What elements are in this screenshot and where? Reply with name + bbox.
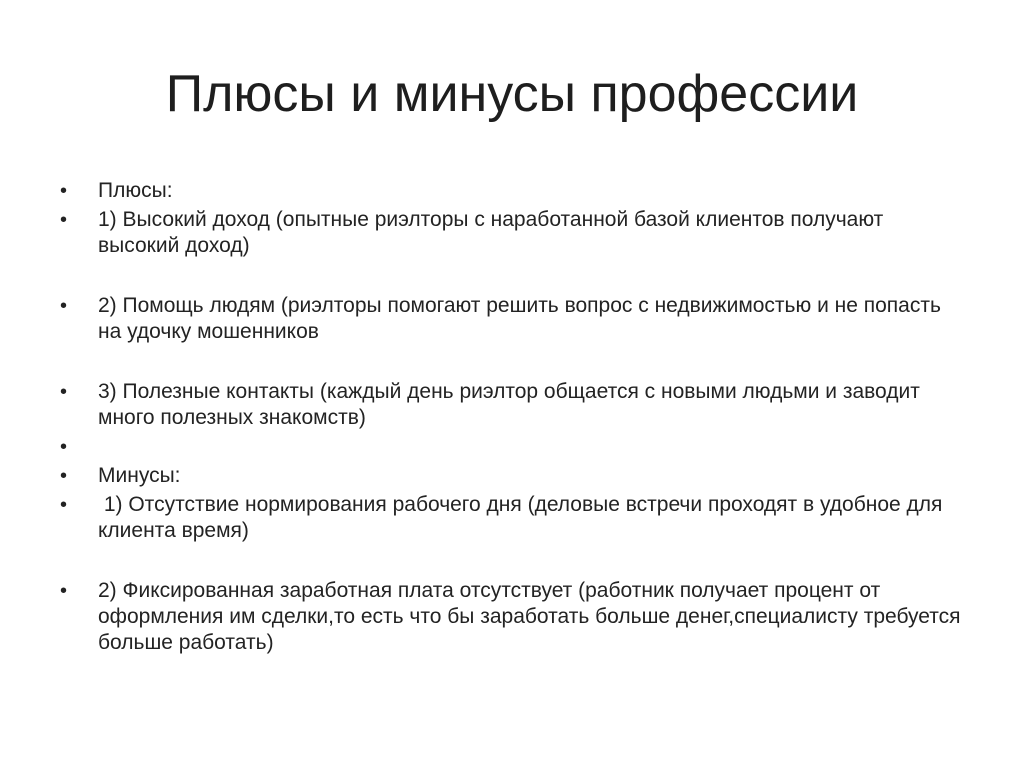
slide-title: Плюсы и минусы профессии — [165, 65, 859, 123]
bullet-icon: • — [60, 436, 68, 458]
list-item — [60, 463, 965, 489]
bullet-icon: • — [60, 494, 68, 516]
bullet-icon: • — [60, 465, 68, 487]
bullet-icon: • — [60, 180, 68, 202]
bullet-icon: • — [60, 295, 68, 317]
list-item-text — [98, 434, 965, 460]
bullet-icon: • — [60, 381, 68, 403]
list-item — [60, 293, 965, 345]
list-item-text: Минусы: — [98, 464, 181, 487]
list-item-text: 1) Отсутствие нормирования рабочего дня (деловые встречи проходят в удобное для клиента время) — [98, 493, 949, 542]
list-item-text: Плюсы: — [98, 179, 173, 202]
list-item — [60, 578, 965, 656]
bullet-icon: • — [60, 580, 68, 602]
list-item — [60, 379, 965, 431]
list-item-text: 2) Помощь людям (риэлторы помогают решить вопрос с недвижимостью и не попасть на удочку мошенников — [98, 294, 941, 343]
list-item — [60, 207, 965, 259]
bullet-icon: • — [60, 209, 68, 231]
list-item-empty — [60, 434, 965, 460]
list-item-text: 1) Высокий доход (опытные риэлторы с наработанной базой клиентов получают высокий доход) — [98, 208, 884, 257]
bullet-list — [60, 178, 965, 656]
list-item — [60, 492, 965, 544]
list-item-text: 3) Полезные контакты (каждый день риэлтор общается с новыми людьми и заводит много полезных знакомств) — [98, 380, 920, 429]
list-item-text: 2) Фиксированная заработная плата отсутствует (работник получает процент от оформления им сделки,то есть что бы заработать больше денег,специалисту требуется больше работать) — [98, 579, 961, 654]
list-item — [60, 178, 965, 204]
